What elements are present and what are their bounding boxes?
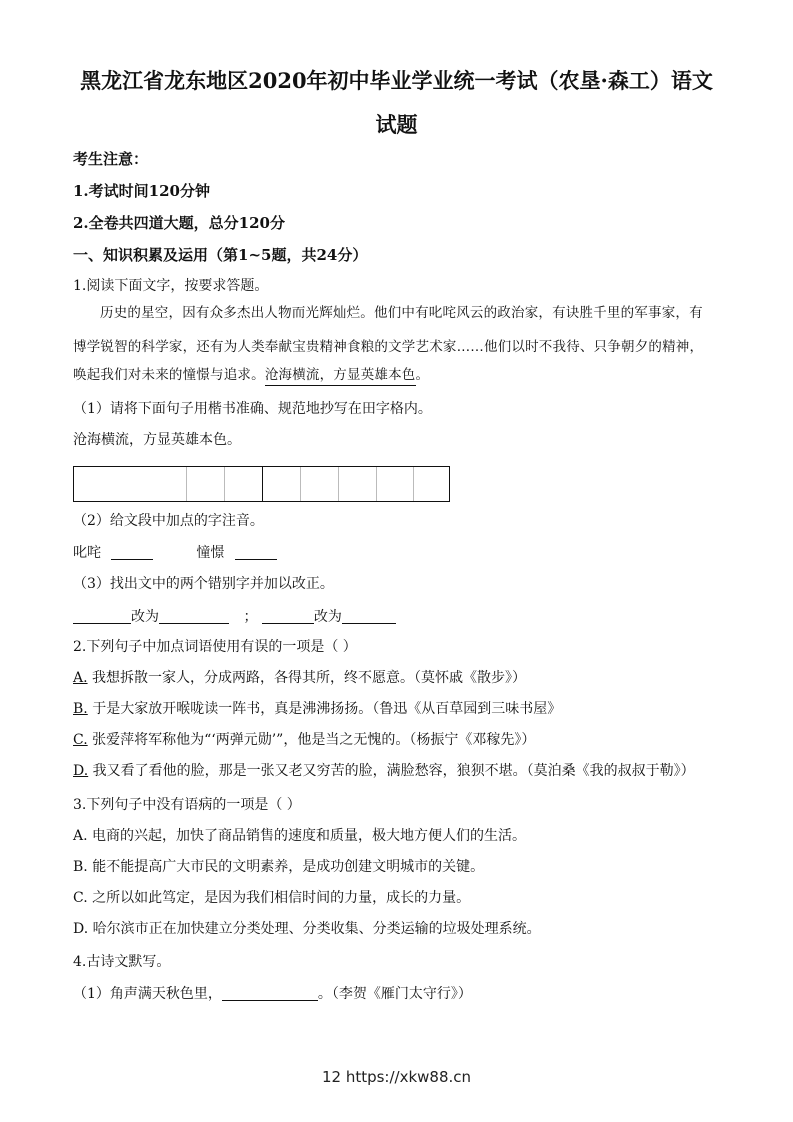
q1-sub3: （3）找出文中的两个错别字并加以改正。 — [73, 576, 334, 592]
q1-copy-text: 沧海横流，方显英雄本色。 — [73, 432, 241, 448]
q1-passage-line3 — [73, 369, 429, 383]
pinyin-blank-2[interactable] — [235, 545, 277, 560]
q1-correction-row — [73, 609, 396, 624]
q2-stem: 2.下列句子中加点词语使用有误的一项是（ ） — [73, 639, 357, 655]
word-chizha: 叱咤 — [73, 545, 101, 561]
tianzige-grid[interactable] — [73, 466, 450, 502]
q4-item1-source: 。（李贺《雁门太守行》） — [317, 986, 472, 1002]
q2-option-d[interactable] — [73, 764, 695, 778]
semicolon: ； — [243, 609, 258, 625]
q3-option-d[interactable]: D. 哈尔滨市正在加快建立分类处理、分类收集、分类运输的垃圾处理系统。 — [73, 921, 541, 937]
q1-pinyin-row — [73, 545, 277, 560]
q4-item1 — [73, 986, 472, 1001]
q1-underlined-sentence: 沧海横流，方显英雄本色 — [265, 367, 416, 386]
q3-option-c[interactable]: C. 之所以如此笃定，是因为我们相信时间的力量，成长的力量。 — [73, 890, 471, 906]
q2-option-d-text: 我又看了看他的脸，那是一张又老又穷苦的脸，满脸愁容，狼狈不堪。（莫泊桑《我的叔叔于勒》） — [92, 763, 695, 779]
q2-option-c[interactable] — [73, 733, 535, 747]
page-title: 黑龙江省龙东地区2020年初中毕业学业统一考试（农垦·森工）语文 — [80, 68, 713, 93]
notice-item-time: 1.考试时间120分钟 — [73, 182, 210, 200]
q4-item1-prompt: （1）角声满天秋色里， — [73, 986, 222, 1002]
q1-passage-line2: 博学锐智的科学家，还有为人类奉献宝贵精神食粮的文学艺术家……他们以时不我待、只争朝夕的精神， — [73, 339, 704, 355]
q1-passage-text: 唤起我们对未来的憧憬与追求。 — [73, 367, 265, 383]
right-char-blank-1[interactable] — [159, 609, 229, 624]
q4-item1-blank[interactable] — [222, 986, 318, 1001]
pinyin-blank-1[interactable] — [111, 545, 153, 560]
notice-heading: 考生注意： — [73, 150, 149, 168]
q2-option-b-text: 于是大家放开喉咙读一阵书，真是沸沸扬扬。（鲁迅《从百草园到三味书屋》 — [92, 701, 562, 717]
right-char-blank-2[interactable] — [342, 609, 396, 624]
q1-stem: 1.阅读下面文字，按要求答题。 — [73, 278, 269, 294]
q1-period: 。 — [415, 367, 430, 383]
q2-option-a-label: A. — [73, 670, 88, 686]
q2-option-c-text: 张爱萍将军称他为“‘两弹元勋’”，他是当之无愧的。（杨振宁《邓稼先》） — [92, 732, 536, 748]
page-footer: 12 https://xkw88.cn — [321, 1068, 472, 1086]
wrong-char-blank-2[interactable] — [262, 609, 314, 624]
q1-sub1: （1）请将下面句子用楷书准确、规范地抄写在田字格内。 — [73, 401, 432, 417]
gai-label-2: 改为 — [313, 609, 342, 625]
notice-item-score: 2.全卷共四道大题，总分120分 — [73, 214, 285, 232]
q2-option-b[interactable] — [73, 702, 561, 716]
q4-stem: 4.古诗文默写。 — [73, 954, 171, 970]
q3-option-b[interactable]: B. 能不能提高广大市民的文明素养，是成功创建文明城市的关键。 — [73, 859, 485, 875]
q2-option-a[interactable] — [73, 671, 526, 685]
q2-option-b-label: B. — [73, 701, 88, 717]
q2-option-a-text: 我想拆散一家人，分成两路，各得其所，终不愿意。（莫怀戚《散步》） — [92, 670, 527, 686]
page-title-continued: 试题 — [375, 112, 418, 137]
q2-option-d-label: D. — [73, 763, 89, 779]
gai-label-1: 改为 — [131, 609, 159, 625]
wrong-char-blank-1[interactable] — [73, 609, 131, 624]
q1-passage-line1: 历史的星空，因有众多杰出人物而光辉灿烂。他们中有叱咤风云的政治家，有诀胜千里的军事家，有 — [100, 305, 703, 321]
q3-stem: 3.下列句子中没有语病的一项是（ ） — [73, 797, 301, 813]
q3-option-a[interactable]: A. 电商的兴起，加快了商品销售的速度和质量，极大地方便人们的生活。 — [73, 828, 527, 844]
section-heading: 一、知识积累及运用（第1~5题，共24分） — [73, 246, 368, 264]
q1-sub2: （2）给文段中加点的字注音。 — [73, 513, 264, 529]
q2-option-c-label: C. — [73, 732, 88, 748]
word-chongjing: 憧憬 — [196, 545, 225, 561]
